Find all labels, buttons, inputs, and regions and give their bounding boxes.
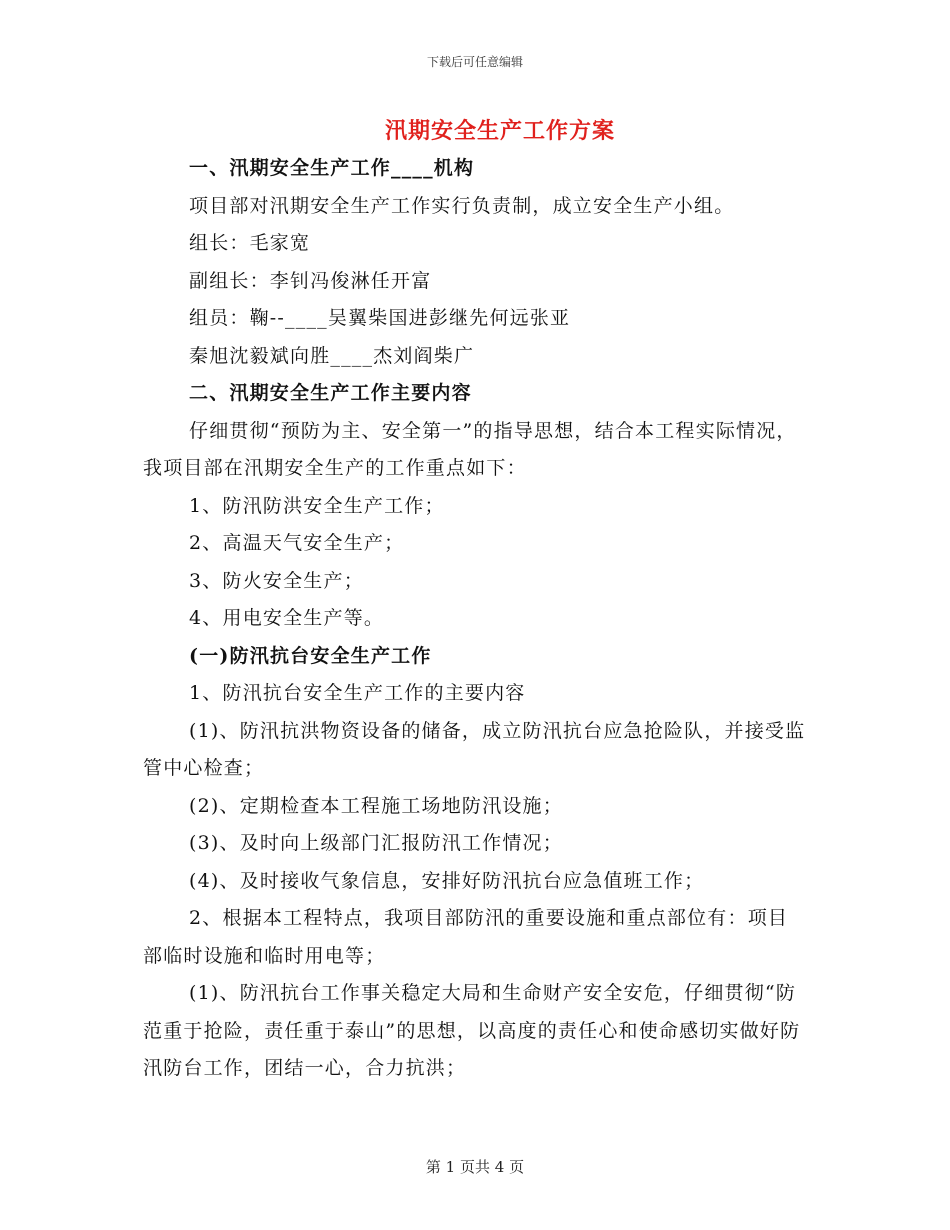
list-item: (1)、防汛抗洪物资设备的储备，成立防汛抗台应急抢险队，并接受监管中心检查； — [143, 719, 806, 779]
paragraph: 组员：鞠--____吴翼柴国进彭继先何远张亚 — [189, 307, 571, 329]
list-item: 3、防火安全生产； — [189, 569, 364, 592]
header-note: 下载后可任意编辑 — [426, 55, 523, 69]
list-item: (1)、防汛抗台工作事关稳定大局和生命财产安全安危，仔细贯彻“防范重于抢险，责任重于泰山”的思想，以高度的责任心和使命感切实做好防汛防台工作，团结一心，合力抗洪； — [143, 982, 801, 1079]
paragraph: 副组长：李钊冯俊淋任开富 — [189, 269, 432, 292]
subsection-heading: (一)防汛抗台安全生产工作 — [189, 644, 432, 667]
paragraph: 仔细贯彻“预防为主、安全第一”的指导思想，结合本工程实际情况，我项目部在汛期安全生产的工作重点如下： — [143, 419, 797, 479]
list-item: 2、高温天气安全生产； — [189, 532, 405, 554]
paragraph: 2、根据本工程特点，我项目部防汛的重要设施和重点部位有：项目部临时设施和临时用电等； — [143, 907, 789, 967]
document-title: 汛期安全生产工作方案 — [384, 118, 615, 144]
paragraph: 项目部对汛期安全生产工作实行负责制，成立安全生产小组。 — [189, 194, 735, 217]
paragraph: 组长：毛家宽 — [189, 232, 311, 254]
paragraph: 秦旭沈毅斌向胜____杰刘阎柴广 — [189, 344, 475, 367]
paragraph: 1、防汛抗台安全生产工作的主要内容 — [189, 682, 526, 704]
section-heading: 一、汛期安全生产工作____机构 — [189, 157, 475, 179]
section-heading: 二、汛期安全生产工作主要内容 — [189, 382, 472, 404]
list-item: 1、防汛防洪安全生产工作； — [189, 494, 445, 517]
list-item: (4)、及时接收气象信息，安排好防汛抗台应急值班工作； — [189, 869, 705, 892]
document-body — [143, 150, 808, 1088]
list-item: 4、用电安全生产等。 — [189, 607, 385, 629]
list-item: (3)、及时向上级部门汇报防汛工作情况； — [189, 832, 563, 854]
list-item: (2)、定期检查本工程施工场地防汛设施； — [189, 794, 563, 817]
page-footer: 第 1 页共 4 页 — [425, 1158, 525, 1176]
